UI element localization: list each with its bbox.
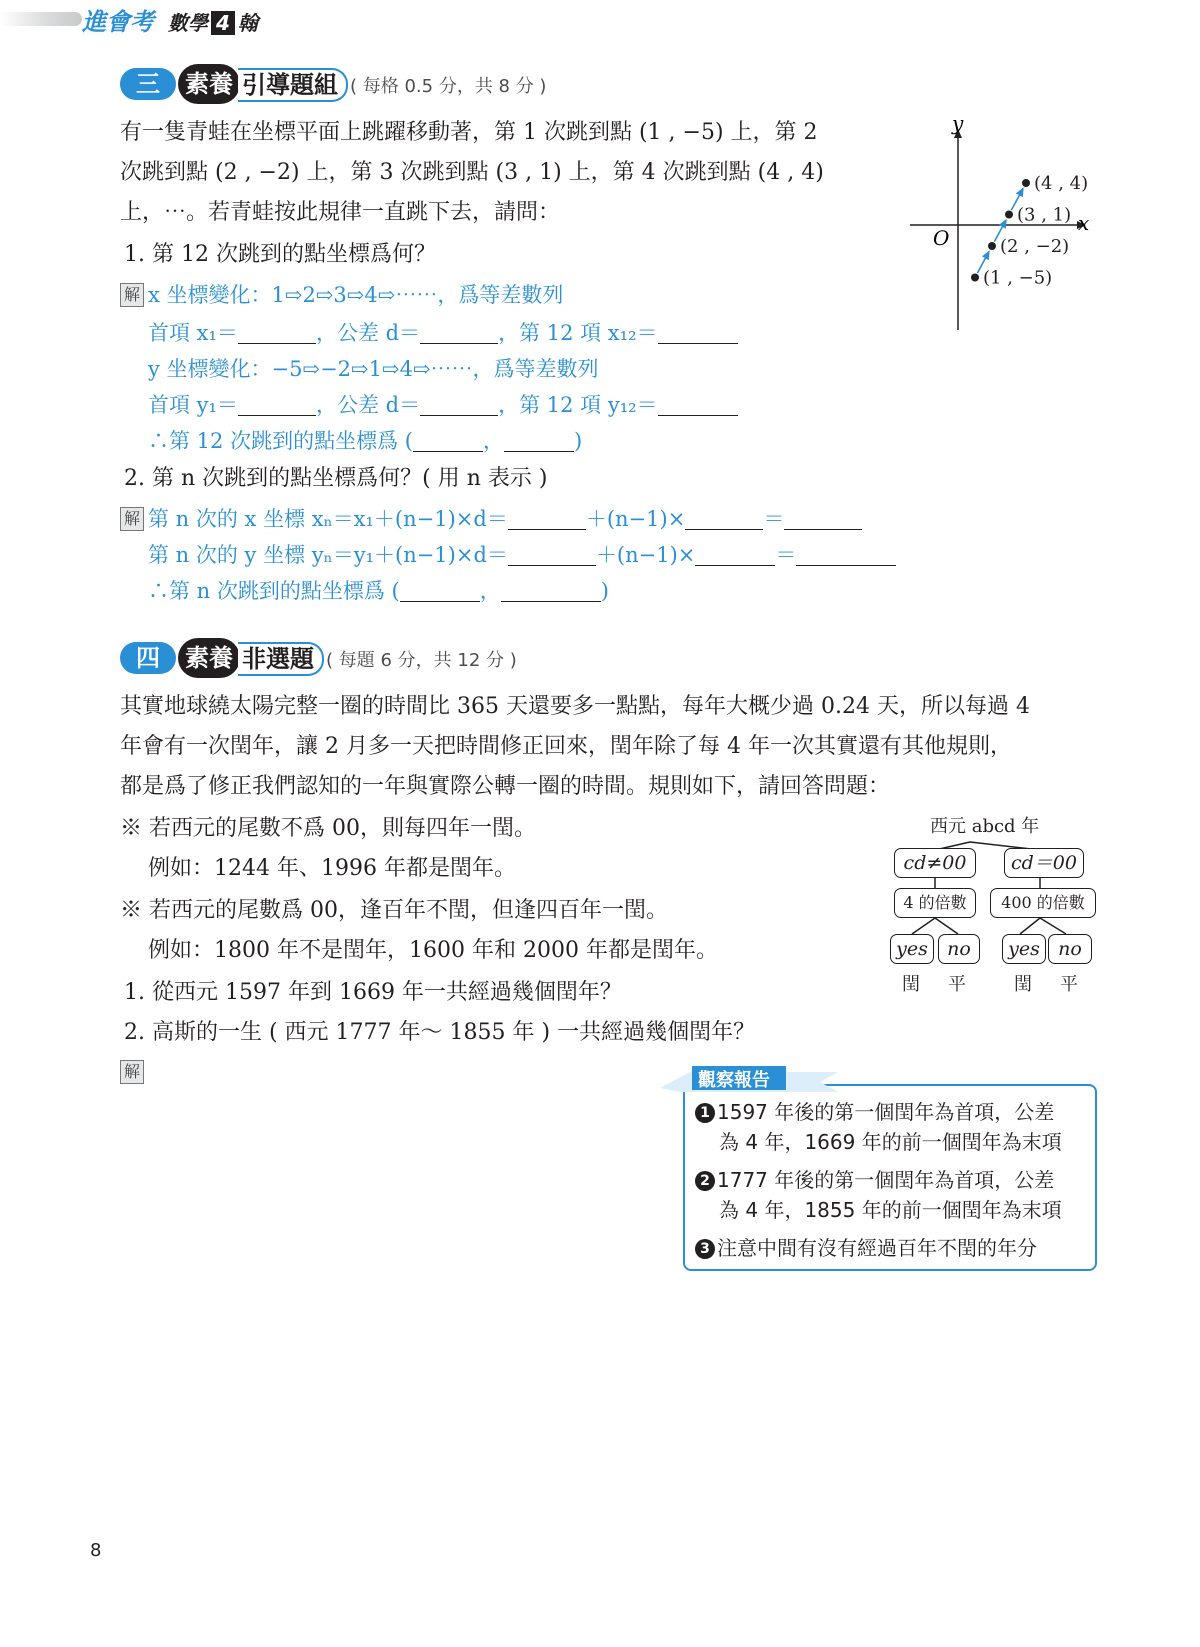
yn-plus: ＋(n−1)× (595, 543, 696, 567)
obs-item-1-line-1 (695, 1098, 1054, 1126)
header-decoration (0, 12, 82, 26)
obs-num-3: 3 (695, 1239, 715, 1259)
point-2 (988, 242, 996, 250)
conclusion-comma: ， (482, 429, 504, 453)
xn-blank-1[interactable] (508, 507, 586, 530)
diff-y-blank[interactable] (420, 393, 498, 416)
tree-no-right: no (1048, 934, 1092, 964)
s3-line-2: 次跳到點 (2 , −2) 上，第 3 次跳到點 (3 , 1) 上，第 4 次跳到點 (4 , 4) (120, 160, 824, 185)
obs-item-2-text: 1777 年後的第一個閏年為首項，公差 (717, 1168, 1055, 1192)
tree-no-left: no (938, 934, 980, 964)
subject-title (168, 7, 258, 36)
solution-marker: 解 (120, 1060, 144, 1084)
yn-eq: ＝ (775, 543, 797, 567)
diff-x-label: ，公差 d＝ (315, 321, 421, 345)
tree-root: 西元 abcd 年 (930, 816, 1040, 837)
section4-heading (120, 638, 620, 678)
s3-a1-y-change: y 坐標變化：−5⇨−2⇨1⇨4⇨⋯⋯，爲等差數列 (148, 357, 599, 381)
observation-tab (660, 1062, 840, 1094)
section3-title: 引導題組 (238, 68, 348, 102)
observation-box (683, 1084, 1097, 1271)
s4-line-2: 年會有一次閏年，讓 2 月多一天把時間修正回來，閏年除了每 4 年一次其實還有其他規則， (120, 734, 1012, 759)
observation-tab-label: 觀察報告 (698, 1070, 770, 1091)
s3-a1-y-row (148, 392, 738, 418)
s4-line-3: 都是爲了修正我們認知的一年與實際公轉一圈的時間。規則如下，請回答問題： (120, 774, 891, 799)
s3-line-1: 有一隻青蛙在坐標平面上跳躍移動著，第 1 次跳到點 (1 , −5) 上，第 2 (120, 120, 818, 145)
section4-title: 非選題 (238, 642, 324, 676)
term-x-blank[interactable] (658, 321, 738, 344)
xn-eq: ＝ (763, 507, 785, 531)
rule-1: ※ 若西元的尾數不爲 00，則每四年一閏。 (120, 816, 536, 841)
n-conclusion-label: ∴第 n 次跳到的點坐標爲 ( (148, 579, 400, 603)
diff-y-label: ，公差 d＝ (315, 393, 421, 417)
s3-a1-x-change (120, 282, 563, 308)
n-point-x-blank[interactable] (400, 579, 480, 602)
n-point-y-blank[interactable] (501, 579, 601, 602)
example-2: 例如：1800 年不是閏年，1600 年和 2000 年都是閏年。 (148, 938, 718, 963)
subject-a: 數學 (168, 11, 208, 35)
s3-line-3: 上，⋯。若青蛙按此規律一直跳下去，請問： (120, 200, 561, 225)
point-4 (1022, 179, 1030, 187)
leap-year-tree (890, 808, 1110, 998)
xn-label: 第 n 次的 x 坐標 xₙ＝x₁＋(n−1)×d＝ (148, 507, 508, 531)
first-x-blank[interactable] (238, 321, 316, 344)
point-label-4: (4 , 4) (1034, 173, 1089, 194)
s3-a2-y-row (148, 542, 896, 568)
yn-blank-2[interactable] (695, 543, 775, 566)
obs-item-2-line-2: 為 4 年，1855 年的前一個閏年為末項 (719, 1198, 1062, 1222)
yn-blank-1[interactable] (508, 543, 596, 566)
tree-leap-left: 閏 (902, 974, 920, 995)
point-label-2: (2 , −2) (1000, 236, 1070, 257)
section4-badge: 素養 (178, 638, 240, 678)
point-x-blank[interactable] (413, 429, 483, 452)
xn-blank-3[interactable] (784, 507, 862, 530)
solution-marker: 解 (120, 507, 144, 531)
coordinate-graph (900, 110, 1110, 335)
point-1 (971, 274, 979, 282)
tree-yes-right: yes (1002, 934, 1046, 964)
n-conclusion-close: ) (600, 579, 609, 603)
yn-label: 第 n 次的 y 坐標 yₙ＝y₁＋(n−1)×d＝ (148, 543, 508, 567)
s4-line-1: 其實地球繞太陽完整一圈的時間比 365 天還要多一點點，每年大概少過 0.24 天，所以每過 4 (120, 694, 1030, 719)
brand-logo: 進會考 (82, 8, 154, 36)
s3-a2-conclusion (148, 578, 609, 604)
section4-score-note: ( 每題 6 分，共 12 分 ) (326, 650, 517, 671)
s4-question-2 (124, 1020, 755, 1046)
tree-leap-right: 閏 (1014, 974, 1032, 995)
section3-badge: 素養 (178, 64, 240, 104)
point-label-3: (3 , 1) (1017, 204, 1072, 226)
obs-item-2-line-1 (695, 1166, 1054, 1194)
section3-number: 三 (120, 68, 176, 100)
tree-common-left: 平 (948, 974, 966, 995)
subject-b: 翰 (237, 11, 258, 35)
tree-node-mult-4: 4 的倍數 (894, 888, 976, 918)
yn-blank-3[interactable] (796, 543, 896, 566)
x-change-text: x 坐標變化：1⇨2⇨3⇨4⇨⋯⋯，爲等差數列 (148, 283, 564, 307)
point-y-blank[interactable] (504, 429, 574, 452)
conclusion-close: ) (573, 429, 583, 453)
obs-num-1: 1 (695, 1103, 715, 1123)
page-header (0, 0, 1200, 40)
s4-solution-marker (120, 1060, 148, 1084)
s3-question-2: 2. 第 n 次跳到的點坐標爲何？( 用 n 表示 ) (124, 466, 548, 491)
x-axis-label: x (1078, 211, 1090, 235)
subject-box: 4 (211, 11, 235, 35)
n-conclusion-comma: ， (479, 579, 501, 603)
s3-question-1: 1. 第 12 次跳到的點坐標爲何？ (124, 242, 436, 267)
y-axis-label: y (952, 111, 964, 135)
point-3 (1005, 211, 1013, 219)
tree-common-right: 平 (1060, 974, 1078, 995)
tree-node-cd-not-00: cd≠00 (894, 848, 976, 878)
term-x-label: ，第 12 項 x₁₂＝ (498, 321, 658, 345)
origin-label: O (933, 226, 950, 250)
obs-num-2: 2 (695, 1171, 715, 1191)
s3-a1-conclusion (148, 428, 582, 454)
solution-marker: 解 (120, 283, 144, 307)
example-1: 例如：1244 年、1996 年都是閏年。 (148, 856, 516, 881)
first-y-label: 首項 y₁＝ (148, 393, 238, 417)
section3-heading (120, 64, 620, 104)
section4-number: 四 (120, 642, 176, 674)
page-number: 8 (90, 1540, 102, 1561)
xn-blank-2[interactable] (685, 507, 763, 530)
tree-node-mult-400: 400 的倍數 (990, 888, 1096, 918)
term-y-blank[interactable] (658, 393, 738, 416)
obs-item-1-line-2: 為 4 年，1669 年的前一個閏年為末項 (719, 1130, 1062, 1154)
xn-plus: ＋(n−1)× (585, 507, 686, 531)
obs-item-3-line-1 (695, 1234, 1037, 1262)
obs-item-1-text: 1597 年後的第一個閏年為首項，公差 (717, 1100, 1055, 1124)
s3-a2-x-row (120, 506, 862, 532)
rule-2: ※ 若西元的尾數爲 00，逢百年不閏，但逢四百年一閏。 (120, 898, 668, 923)
first-y-blank[interactable] (238, 393, 316, 416)
point-label-1: (1 , −5) (983, 267, 1053, 289)
s4-question-2-text: 2. 高斯的一生 ( 西元 1777 年～ 1855 年 ) 一共經過幾個閏年？ (124, 1020, 756, 1045)
tree-yes-left: yes (890, 934, 934, 964)
first-x-label: 首項 x₁＝ (148, 321, 238, 345)
conclusion-label: ∴第 12 次跳到的點坐標爲 ( (148, 429, 413, 453)
s3-a1-x-row (148, 320, 738, 346)
s4-question-1: 1. 從西元 1597 年到 1669 年一共經過幾個閏年？ (124, 980, 622, 1005)
diff-x-blank[interactable] (420, 321, 498, 344)
tree-node-cd-00: cd＝00 (1004, 848, 1084, 878)
section3-score-note: ( 每格 0.5 分，共 8 分 ) (350, 76, 547, 97)
obs-item-3-text: 注意中間有沒有經過百年不閏的年分 (717, 1236, 1037, 1260)
term-y-label: ，第 12 項 y₁₂＝ (498, 393, 658, 417)
